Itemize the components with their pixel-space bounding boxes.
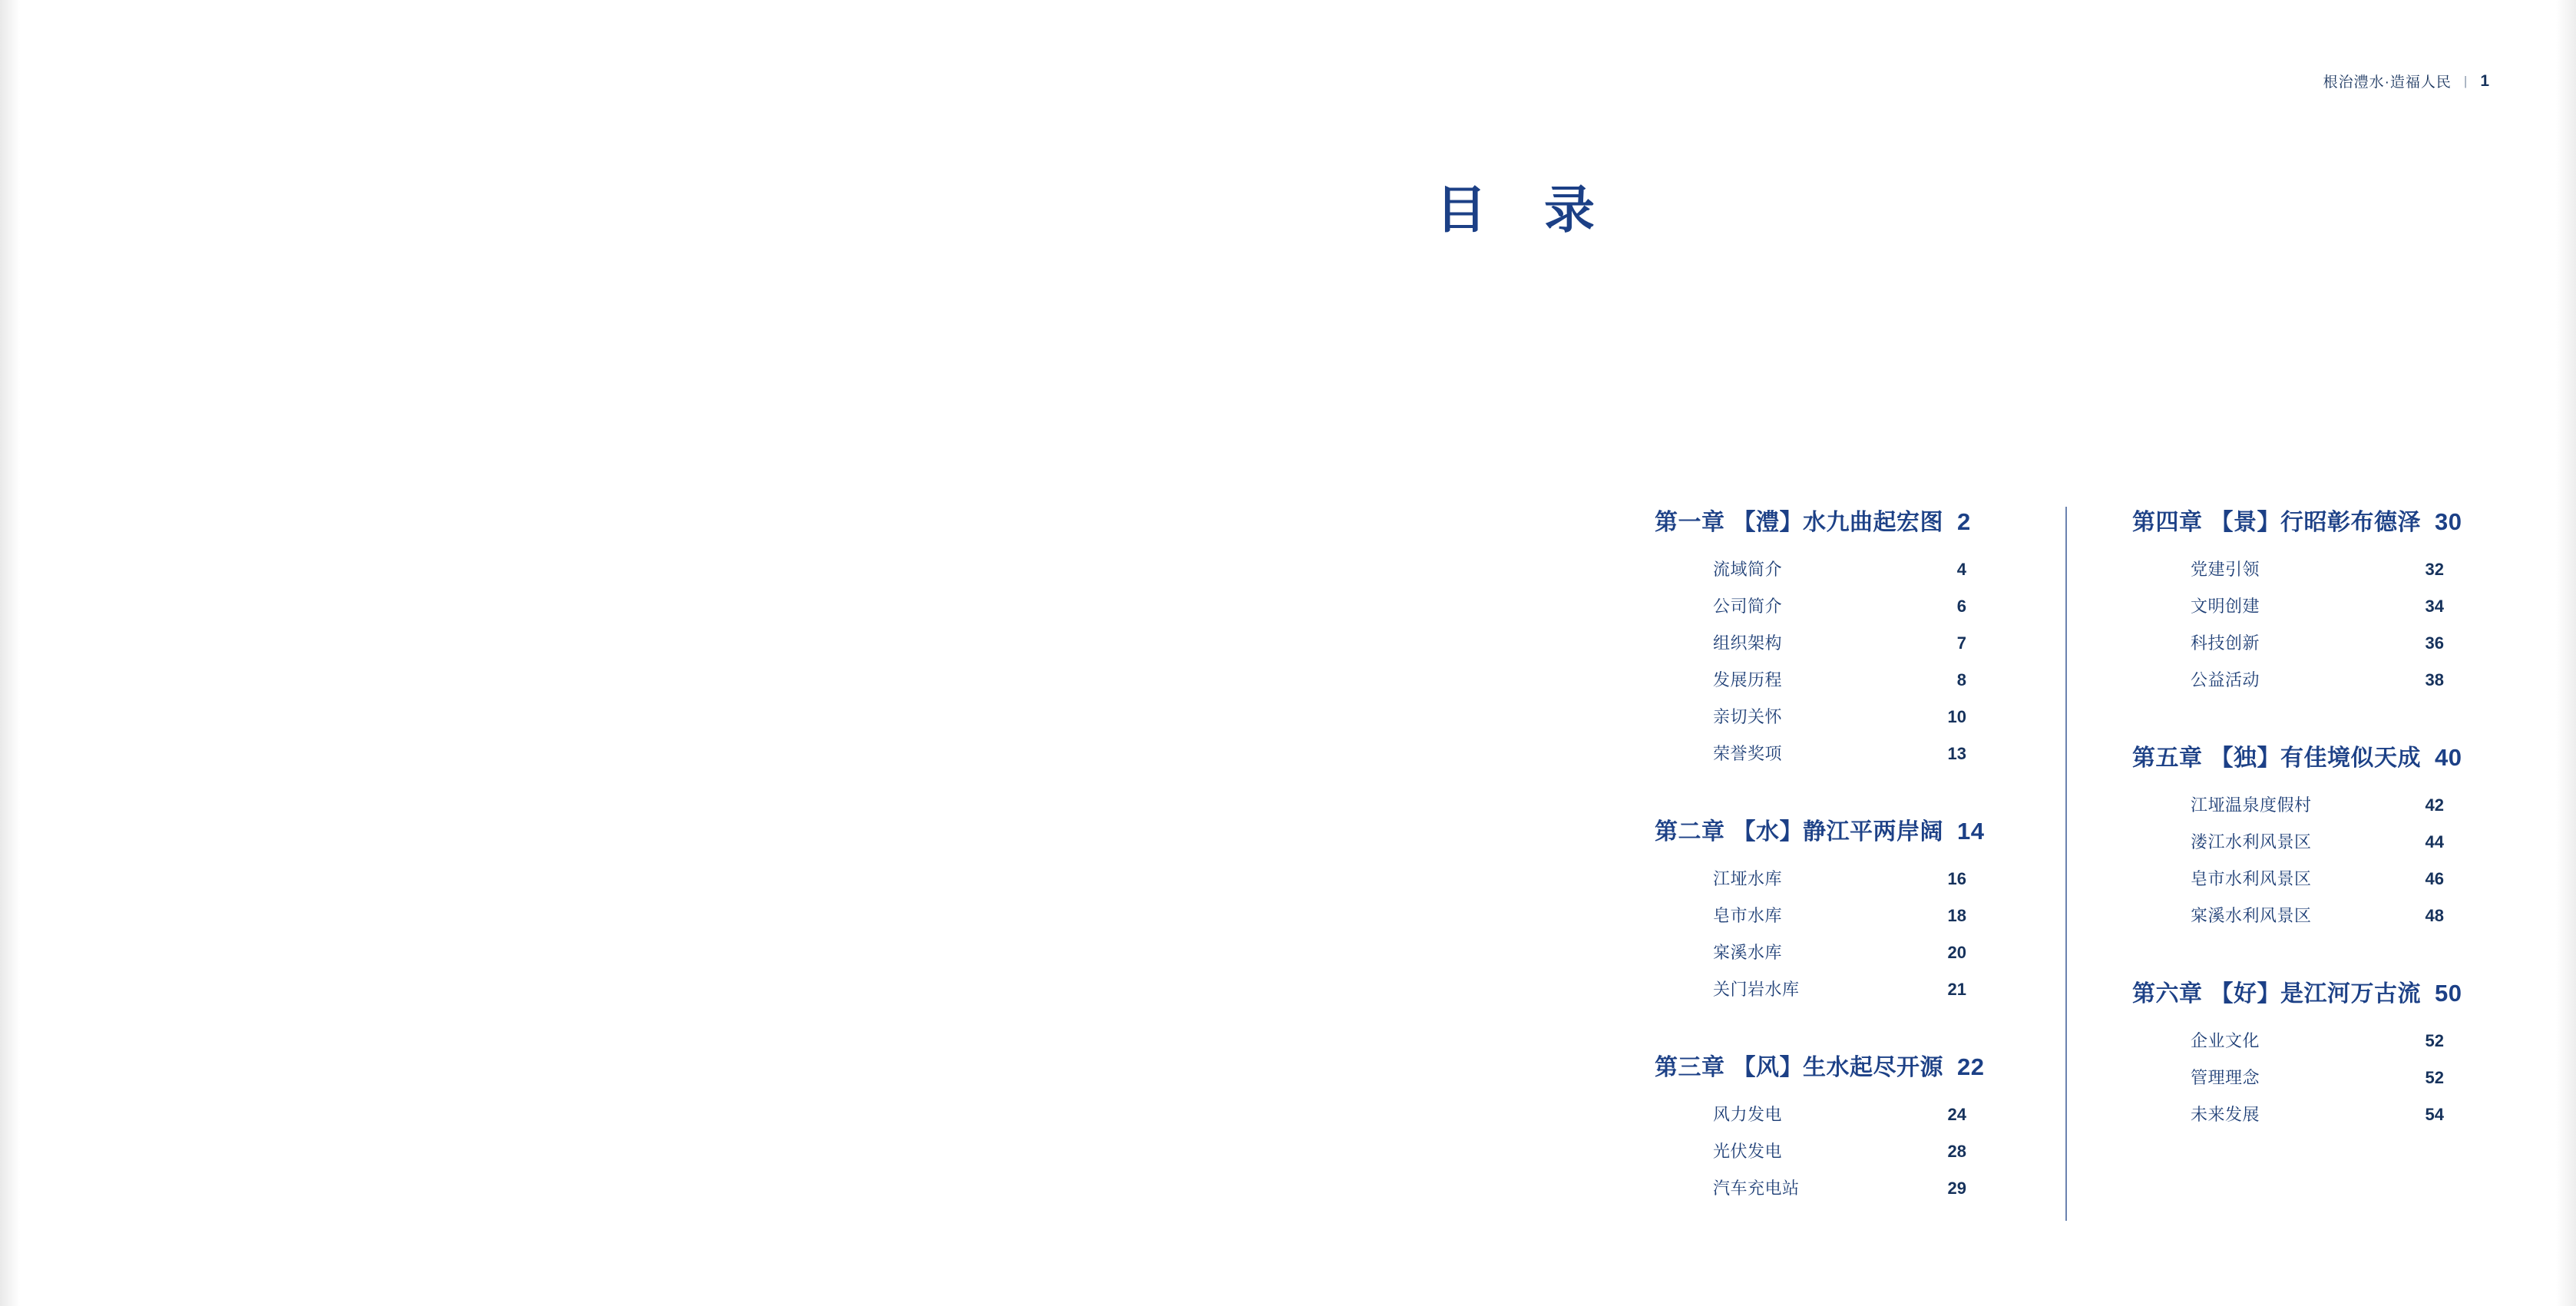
toc-entry-page: 32 bbox=[2425, 560, 2444, 579]
toc-entry[interactable] bbox=[1713, 557, 1966, 580]
toc-entry-page: 13 bbox=[1947, 744, 1966, 763]
toc-chapter-label: 第二章 bbox=[1655, 819, 1725, 845]
running-header-text: 根治澧水·造福人民 bbox=[2323, 74, 2452, 91]
toc-chapter-heading[interactable] bbox=[1655, 812, 2037, 846]
toc-entry-list bbox=[1713, 1102, 2037, 1199]
toc-chapter-label: 第六章 bbox=[2132, 981, 2203, 1007]
toc-chapter-page: 22 bbox=[1957, 1053, 1985, 1080]
toc-entry-page: 28 bbox=[1947, 1142, 1966, 1161]
toc-entry-page: 52 bbox=[2425, 1031, 2444, 1050]
toc-chapter-page: 2 bbox=[1957, 508, 1971, 535]
page-edge-left-shadow bbox=[0, 0, 20, 1306]
toc-entry-label: 荣誉奖项 bbox=[1713, 744, 1783, 763]
toc-chapter-page: 50 bbox=[2435, 980, 2462, 1007]
toc-column-right bbox=[2085, 503, 2515, 1199]
toc-chapter-title: 【澧】水九曲起宏图 bbox=[1732, 510, 1943, 535]
toc-entry-page: 6 bbox=[1956, 597, 1966, 616]
page-number: 1 bbox=[2480, 71, 2490, 90]
toc-chapter-page: 14 bbox=[1957, 818, 1985, 845]
toc-entry-page: 8 bbox=[1956, 670, 1966, 689]
toc-chapter-title: 【独】有佳境似天成 bbox=[2210, 746, 2421, 771]
toc-entry[interactable] bbox=[1713, 977, 1966, 1000]
toc-entry[interactable] bbox=[1713, 704, 1966, 728]
toc-entry-label: 流域简介 bbox=[1713, 560, 1783, 579]
toc-entry-page: 24 bbox=[1947, 1105, 1966, 1124]
toc-entry-label: 科技创新 bbox=[2191, 633, 2260, 653]
toc-entry[interactable] bbox=[2191, 1102, 2444, 1126]
toc-entry-label: 溇江水利风景区 bbox=[2191, 832, 2312, 851]
toc-entry-page: 42 bbox=[2425, 795, 2444, 815]
toc-entry-page: 20 bbox=[1947, 943, 1966, 962]
toc-chapter[interactable] bbox=[2132, 974, 2515, 1126]
toc-entry-list bbox=[2191, 1028, 2515, 1126]
toc-column-left bbox=[1655, 503, 2085, 1199]
toc-entry[interactable] bbox=[1713, 1102, 1966, 1126]
toc-chapter-title: 【好】是江河万古流 bbox=[2210, 981, 2421, 1007]
page-title: 目 录 bbox=[1436, 180, 1615, 240]
toc-entry-label: 皂市水库 bbox=[1713, 906, 1783, 925]
toc-entry[interactable] bbox=[1713, 940, 1966, 964]
toc-entry-page: 21 bbox=[1947, 980, 1966, 999]
toc-chapter-heading[interactable] bbox=[1655, 1048, 2037, 1082]
toc-entry-label: 文明创建 bbox=[2191, 597, 2260, 616]
toc-entry[interactable] bbox=[2191, 829, 2444, 853]
toc-entry[interactable] bbox=[2191, 866, 2444, 890]
toc-entry-label: 管理理念 bbox=[2191, 1068, 2260, 1087]
toc-chapter-title: 【景】行昭彰布德泽 bbox=[2210, 510, 2421, 535]
toc-chapter-label: 第三章 bbox=[1655, 1055, 1725, 1080]
toc-chapter-label: 第五章 bbox=[2132, 746, 2203, 771]
toc-entry-label: 党建引领 bbox=[2191, 560, 2260, 579]
toc-entry-label: 组织架构 bbox=[1713, 633, 1783, 653]
toc-entry-page: 52 bbox=[2425, 1068, 2444, 1087]
toc-entry-label: 光伏发电 bbox=[1713, 1142, 1783, 1161]
page-edge-right-shadow bbox=[2556, 0, 2576, 1306]
toc-entry-page: 38 bbox=[2425, 670, 2444, 689]
toc-entry[interactable] bbox=[1713, 903, 1966, 927]
toc-entry[interactable] bbox=[2191, 630, 2444, 654]
toc-chapter-title: 【风】生水起尽开源 bbox=[1732, 1055, 1943, 1080]
toc-chapter-page: 30 bbox=[2435, 508, 2462, 535]
toc-entry[interactable] bbox=[2191, 1065, 2444, 1089]
toc-entry-label: 未来发展 bbox=[2191, 1105, 2260, 1124]
toc-entry-page: 54 bbox=[2425, 1105, 2444, 1124]
toc-entry-label: 风力发电 bbox=[1713, 1105, 1783, 1124]
toc-entry-label: 关门岩水库 bbox=[1713, 980, 1800, 999]
toc-entry-list bbox=[1713, 557, 2037, 765]
toc-columns bbox=[1655, 503, 2515, 1199]
toc-entry-label: 皂市水利风景区 bbox=[2191, 869, 2312, 888]
toc-entry-label: 发展历程 bbox=[1713, 670, 1783, 689]
toc-entry-list bbox=[1713, 866, 2037, 1000]
toc-entry[interactable] bbox=[1713, 667, 1966, 691]
toc-chapter[interactable] bbox=[1655, 812, 2037, 1000]
toc-chapter[interactable] bbox=[1655, 1048, 2037, 1199]
toc-entry[interactable] bbox=[1713, 1139, 1966, 1162]
toc-entry-page: 7 bbox=[1956, 633, 1966, 653]
toc-chapter-heading[interactable] bbox=[2132, 974, 2515, 1008]
toc-entry[interactable] bbox=[1713, 741, 1966, 765]
toc-entry-page: 48 bbox=[2425, 906, 2444, 925]
toc-entry[interactable] bbox=[1713, 866, 1966, 890]
running-header bbox=[2323, 71, 2490, 91]
toc-entry[interactable] bbox=[2191, 593, 2444, 617]
toc-entry-page: 16 bbox=[1947, 869, 1966, 888]
toc-chapter[interactable] bbox=[1655, 503, 2037, 765]
toc-entry-label: 江垭温泉度假村 bbox=[2191, 795, 2312, 815]
toc-entry-page: 34 bbox=[2425, 597, 2444, 616]
toc-entry-page: 10 bbox=[1947, 707, 1966, 726]
toc-entry[interactable] bbox=[1713, 1175, 1966, 1199]
toc-entry[interactable] bbox=[2191, 903, 2444, 927]
toc-entry-page: 36 bbox=[2425, 633, 2444, 653]
running-header-separator: | bbox=[2463, 73, 2469, 88]
toc-entry[interactable] bbox=[2191, 792, 2444, 816]
toc-chapter-label: 第一章 bbox=[1655, 510, 1725, 535]
toc-chapter-heading[interactable] bbox=[1655, 503, 2037, 537]
toc-entry[interactable] bbox=[2191, 1028, 2444, 1052]
toc-chapter[interactable] bbox=[2132, 739, 2515, 927]
toc-entry-page: 18 bbox=[1947, 906, 1966, 925]
toc-chapter-heading[interactable] bbox=[2132, 739, 2515, 772]
toc-chapter-heading[interactable] bbox=[2132, 503, 2515, 537]
toc-chapter-title: 【水】静江平两岸阔 bbox=[1732, 819, 1943, 845]
toc-entry-page: 29 bbox=[1947, 1179, 1966, 1198]
toc-entry[interactable] bbox=[1713, 630, 1966, 654]
toc-entry-label: 亲切关怀 bbox=[1713, 707, 1783, 726]
toc-entry-page: 4 bbox=[1956, 560, 1966, 579]
toc-chapter[interactable] bbox=[2132, 503, 2515, 691]
toc-entry-label: 宲溪水利风景区 bbox=[2191, 906, 2312, 925]
toc-entry-label: 公司简介 bbox=[1713, 597, 1783, 616]
toc-entry-page: 46 bbox=[2425, 869, 2444, 888]
toc-entry-page: 44 bbox=[2425, 832, 2444, 851]
toc-entry-label: 江垭水库 bbox=[1713, 869, 1783, 888]
toc-entry-label: 企业文化 bbox=[2191, 1031, 2260, 1050]
toc-entry[interactable] bbox=[2191, 557, 2444, 580]
toc-entry[interactable] bbox=[2191, 667, 2444, 691]
toc-entry-list bbox=[2191, 792, 2515, 927]
toc-entry-label: 宲溪水库 bbox=[1713, 943, 1783, 962]
toc-chapter-label: 第四章 bbox=[2132, 510, 2203, 535]
toc-entry-label: 公益活动 bbox=[2191, 670, 2260, 689]
toc-entry[interactable] bbox=[1713, 593, 1966, 617]
toc-entry-list bbox=[2191, 557, 2515, 691]
toc-entry-label: 汽车充电站 bbox=[1713, 1179, 1800, 1198]
toc-chapter-page: 40 bbox=[2435, 744, 2462, 771]
